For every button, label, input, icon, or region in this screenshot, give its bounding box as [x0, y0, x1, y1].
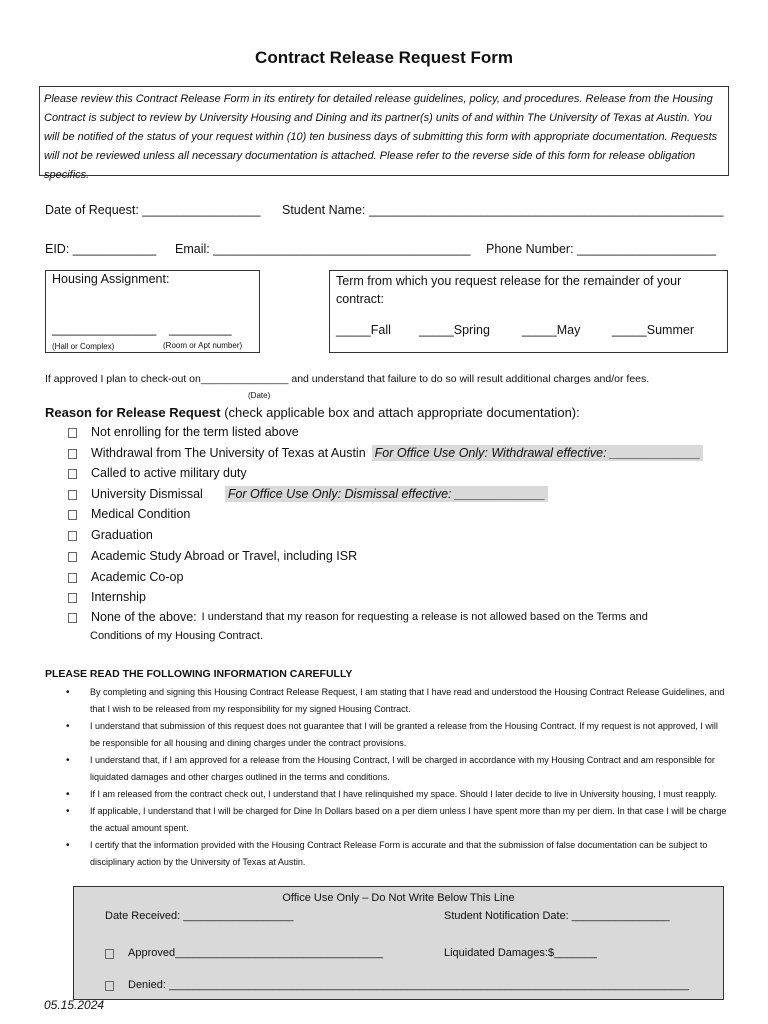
reason-header-rest: (check applicable box and attach appropriate documentation):	[220, 405, 580, 420]
email-field[interactable]: Email: _____________________________________	[175, 242, 471, 256]
date-of-request-field[interactable]: Date of Request: _________________	[45, 203, 261, 217]
reason-label: Not enrolling for the term listed above	[91, 425, 299, 439]
reason-item[interactable]	[68, 570, 183, 584]
reason-label: None of the above:	[91, 610, 197, 624]
withdrawal-office-tag: For Office Use Only: Withdrawal effective: _____________	[372, 445, 704, 461]
reason-item[interactable]	[68, 549, 357, 563]
list-item: • I understand that, if I am approved for a release from the Housing Contract, I will be charged in accordance with my Housing Contract and am responsible for liquidated damages and other charges outlined in the terms and conditions.	[60, 752, 730, 786]
intro-notice: Please review this Contract Release Form in its entirety for detailed release guidelines, policy, and procedures. Release from the Housing Contract is subject to review by University Housing and Dining and its partner(s) units of and within The University of Texas at Austin. You will be notified of the status of your request within (10) ten business days of submitting this form with appropriate documentation. Requests will not be reviewed unless all necessary documentation is attached. Please refer to the reverse side of this form for release obligation specifics.	[39, 86, 729, 176]
denied-checkbox[interactable]	[105, 981, 114, 991]
footer-date: 05.15.2024	[44, 998, 105, 1012]
reason-item[interactable]	[68, 610, 648, 624]
reason-item[interactable]	[68, 590, 146, 604]
approved-field[interactable]: Approved__________________________________	[128, 947, 384, 959]
room-blank[interactable]: _________	[169, 322, 232, 336]
term-spring[interactable]: _____Spring	[419, 323, 490, 337]
liquidated-damages-field[interactable]: Liquidated Damages:$_______	[444, 947, 597, 959]
hall-blank[interactable]: _______________	[52, 322, 157, 336]
checkbox[interactable]	[68, 510, 77, 520]
reason-item[interactable]	[68, 466, 247, 480]
term-box	[329, 270, 728, 353]
term-summer[interactable]: _____Summer	[612, 323, 694, 337]
form-title: Contract Release Request Form	[255, 48, 513, 67]
checkbox[interactable]	[68, 449, 77, 459]
office-header: Office Use Only – Do Not Write Below This Line	[282, 892, 515, 904]
eid-field[interactable]: EID: ____________	[45, 242, 157, 256]
reason-item[interactable]	[68, 528, 153, 542]
checkbox[interactable]	[68, 613, 77, 623]
none-explanation-cont: Conditions of my Housing Contract.	[90, 630, 264, 642]
checkbox[interactable]	[68, 428, 77, 438]
reason-item[interactable]	[68, 507, 190, 521]
reason-label: Academic Co-op	[91, 570, 184, 584]
housing-assignment-label: Housing Assignment:	[52, 272, 170, 286]
none-explanation: I understand that my reason for requesting a release is not allowed based on the Terms and	[201, 611, 648, 623]
reason-header	[45, 405, 580, 420]
denied-field[interactable]: Denied: _____________________________________________________________________________________	[128, 979, 689, 991]
list-item: • By completing and signing this Housing Contract Release Request, I am stating that I have read and understood the Housing Contract Release Guidelines, and that I wish to be released from my responsibility for my signed Housing Contract.	[60, 684, 730, 718]
reason-header-bold: Reason for Release Request	[45, 405, 221, 420]
reason-label: Withdrawal from The University of Texas at Austin	[91, 446, 366, 460]
checkbox[interactable]	[68, 490, 77, 500]
notice-list	[60, 684, 730, 871]
hall-caption: (Hall or Complex)	[52, 342, 115, 351]
reason-item[interactable]	[68, 425, 299, 439]
office-use-section	[73, 886, 724, 1000]
reason-label: Medical Condition	[91, 507, 191, 521]
reason-label: University Dismissal	[91, 487, 203, 501]
reason-item[interactable]	[68, 486, 548, 502]
term-fall[interactable]: _____Fall	[336, 323, 391, 337]
reason-label: Graduation	[91, 528, 153, 542]
checkbox[interactable]	[68, 573, 77, 583]
room-caption: (Room or Apt number)	[163, 341, 243, 350]
term-label: Term from which you request release for the remainder of your contract:	[336, 274, 682, 306]
reason-label: Academic Study Abroad or Travel, including ISR	[91, 549, 358, 563]
checkout-statement[interactable]: If approved I plan to check-out on_______________ and understand that failure to do so will result additional charges and/or fees.	[45, 373, 650, 385]
checkout-date-caption: (Date)	[248, 391, 271, 400]
housing-assignment-box[interactable]	[45, 270, 260, 353]
term-may[interactable]: _____May	[522, 323, 581, 337]
reason-label: Internship	[91, 590, 146, 604]
list-item: • I understand that submission of this request does not guarantee that I will be granted a release from the Housing Contract. If my request is not approved, I will be responsible for all housing and dining charges under the contract provisions.	[60, 718, 730, 752]
phone-number-field[interactable]: Phone Number: ____________________	[486, 242, 717, 256]
approved-row[interactable]	[105, 947, 383, 959]
approved-checkbox[interactable]	[105, 949, 114, 959]
checkbox[interactable]	[68, 552, 77, 562]
checkbox[interactable]	[68, 593, 77, 603]
reason-label: Called to active military duty	[91, 466, 247, 480]
date-received-field[interactable]: Date Received: __________________	[105, 910, 294, 922]
checkbox[interactable]	[68, 469, 77, 479]
checkbox[interactable]	[68, 531, 77, 541]
reason-item[interactable]	[68, 445, 703, 461]
notice-title: PLEASE READ THE FOLLOWING INFORMATION CAREFULLY	[45, 668, 353, 680]
dismissal-office-tag: For Office Use Only: Dismissal effective: _____________	[225, 486, 549, 502]
notification-date-field[interactable]: Student Notification Date: ________________	[444, 910, 670, 922]
student-name-field[interactable]: Student Name: ___________________________________________________	[282, 203, 724, 217]
denied-row[interactable]	[105, 979, 689, 991]
list-item: • If I am released from the contract check out, I understand that I have relinquished my space. Should I later decide to live in University housing, I must reapply.	[60, 786, 730, 803]
list-item: • I certify that the information provided with the Housing Contract Release Form is accurate and that the submission of false documentation can be subject to disciplinary action by the University of Texas at Austin.	[60, 837, 730, 871]
list-item: • If applicable, I understand that I will be charged for Dine In Dollars based on a per diem unless I have spent more than my per diem. In that case I will be charge the actual amount spent.	[60, 803, 730, 837]
